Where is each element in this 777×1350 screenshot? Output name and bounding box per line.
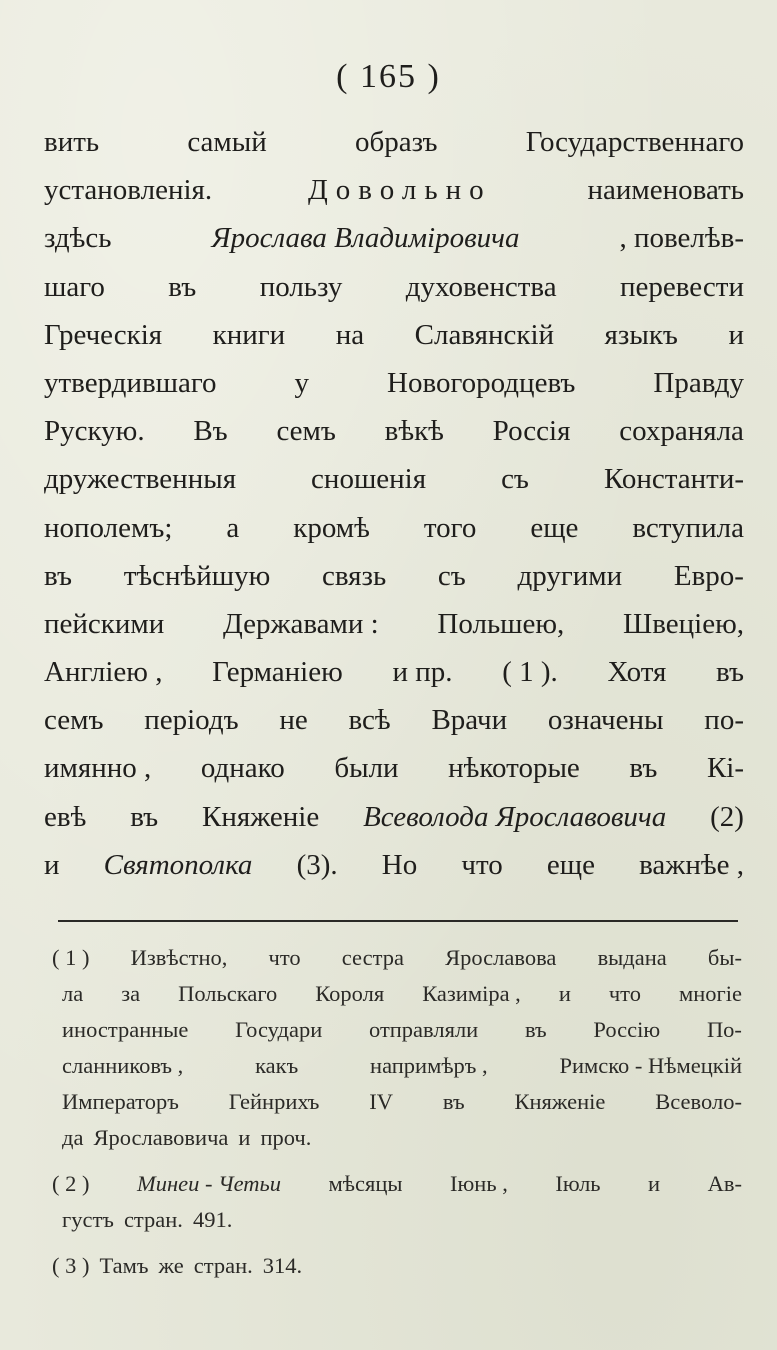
word: пейскими xyxy=(44,607,165,640)
word: того xyxy=(423,511,477,544)
word: кромѣ xyxy=(293,511,370,544)
word: наименовать xyxy=(587,174,744,207)
word: и xyxy=(728,318,744,351)
word: Рускую. xyxy=(44,415,145,448)
word: у xyxy=(294,366,310,399)
word: періодъ xyxy=(144,704,239,737)
word: Государи xyxy=(235,1017,323,1042)
word: что xyxy=(608,981,641,1006)
word: семъ xyxy=(276,415,336,448)
footnotes xyxy=(52,940,742,1284)
word: Державами : xyxy=(222,607,379,640)
footnote-line xyxy=(52,1084,742,1120)
word: Евро- xyxy=(673,559,744,592)
word: Ярославова xyxy=(445,945,557,970)
word: Ярославовича xyxy=(93,1125,229,1150)
word: вступила xyxy=(632,511,744,544)
word: Германіею xyxy=(212,656,343,689)
word: и пр. xyxy=(392,656,453,689)
word: языкъ xyxy=(604,318,678,351)
footnote-line xyxy=(52,1012,742,1048)
word: иностранные xyxy=(62,1017,189,1042)
word: еще xyxy=(546,848,595,881)
word: Гейнрихъ xyxy=(228,1089,320,1114)
word: перевести xyxy=(620,270,744,303)
text-line xyxy=(44,359,744,407)
footnote-line xyxy=(52,1048,742,1084)
word: Довольно xyxy=(308,174,492,207)
word: Всеволо- xyxy=(655,1089,742,1114)
word: дружественныя xyxy=(44,463,237,496)
footnote-line xyxy=(52,1248,742,1284)
word: Кі- xyxy=(706,752,744,785)
word: Хотя xyxy=(607,656,667,689)
word: Швеціею, xyxy=(622,607,744,640)
word: въ xyxy=(524,1017,547,1042)
text-line xyxy=(44,118,744,166)
footnote-marker: ( 2 ) xyxy=(52,1171,90,1196)
word: Славянскій xyxy=(414,318,555,351)
footnote-line xyxy=(52,1120,742,1156)
word: Минеи - Четьи xyxy=(136,1171,282,1196)
word: Ав- xyxy=(707,1171,742,1196)
word: Константи- xyxy=(603,463,744,496)
name-italic: Ярослава Владиміровича xyxy=(211,222,520,255)
word: и xyxy=(558,981,571,1006)
word: другими xyxy=(517,559,623,592)
word: да xyxy=(62,1125,84,1150)
word: проч. xyxy=(260,1125,312,1150)
word: и xyxy=(44,848,60,881)
text-line xyxy=(44,552,744,600)
word: Правду xyxy=(653,366,744,399)
page-number: ( 165 ) xyxy=(336,58,441,95)
word: еще xyxy=(530,511,579,544)
word: сохраняла xyxy=(619,415,744,448)
footnote-line xyxy=(52,1166,742,1202)
word: вѣкѣ xyxy=(384,415,444,448)
word: 314. xyxy=(262,1253,303,1278)
word: духовенства xyxy=(405,270,557,303)
word: бы- xyxy=(707,945,742,970)
footnote-1 xyxy=(52,940,742,1156)
word: шаго xyxy=(44,270,105,303)
word: Извѣстно, xyxy=(130,945,228,970)
text-line xyxy=(44,648,744,696)
word: въ xyxy=(44,559,72,592)
word: самый xyxy=(187,126,267,158)
footnote-ref: (3). xyxy=(296,848,338,881)
word: же xyxy=(158,1253,184,1278)
word: здѣсь xyxy=(44,222,112,255)
word: тѣснѣйшую xyxy=(123,559,271,592)
text-line xyxy=(44,263,744,311)
word: 491. xyxy=(192,1207,233,1232)
word: связь xyxy=(321,559,387,592)
word: напримѣръ , xyxy=(370,1053,488,1078)
word: Короля xyxy=(315,981,385,1006)
text-line xyxy=(44,311,744,359)
word: имянно , xyxy=(44,752,152,785)
word: по- xyxy=(704,704,744,737)
word: многіе xyxy=(678,981,742,1006)
word: Іюнь , xyxy=(449,1171,508,1196)
word: въ xyxy=(130,800,159,833)
text-line xyxy=(44,793,744,841)
word: однако xyxy=(200,752,285,785)
word: Россія xyxy=(492,415,571,448)
word: Государственнаго xyxy=(525,126,744,158)
word: образъ xyxy=(354,126,438,158)
word: Польскаго xyxy=(178,981,278,1006)
word: Англіею , xyxy=(44,656,163,689)
word: въ xyxy=(442,1089,465,1114)
text-line xyxy=(44,166,744,214)
word: Но xyxy=(381,848,418,881)
word: а xyxy=(226,511,240,544)
word: съ xyxy=(501,463,529,496)
word: вить xyxy=(44,126,100,158)
footnote-marker: ( 1 ) xyxy=(52,945,90,970)
word: были xyxy=(334,752,399,785)
word: Княженіе xyxy=(202,800,320,833)
word: означены xyxy=(547,704,664,737)
word: Іюль xyxy=(555,1171,601,1196)
main-text xyxy=(44,118,744,889)
word: установленія. xyxy=(44,174,213,207)
word: сношенія xyxy=(311,463,427,496)
word: сланниковъ , xyxy=(62,1053,184,1078)
word: , повелѣв- xyxy=(619,222,744,255)
word: ла xyxy=(62,981,84,1006)
word: нѣкоторые xyxy=(448,752,580,785)
word: что xyxy=(268,945,301,970)
word: съ xyxy=(437,559,466,592)
name-italic: Святополка xyxy=(103,848,253,881)
word: густъ xyxy=(62,1207,114,1232)
word: стран. xyxy=(123,1207,183,1232)
word: какъ xyxy=(255,1053,299,1078)
word: пользу xyxy=(259,270,343,303)
name-italic: Всеволода Ярославовича xyxy=(363,800,667,833)
footnote-line xyxy=(52,940,742,976)
word: и xyxy=(648,1171,661,1196)
word: сестра xyxy=(341,945,404,970)
word: евѣ xyxy=(44,800,87,833)
word: Княженіе xyxy=(514,1089,606,1114)
text-line xyxy=(44,600,744,648)
word: на xyxy=(335,318,365,351)
word: стран. xyxy=(193,1253,253,1278)
text-line xyxy=(44,407,744,455)
footnote-ref: ( 1 ). xyxy=(502,656,558,689)
word: въ xyxy=(716,656,744,689)
footnote-3 xyxy=(52,1248,742,1284)
text-line xyxy=(44,455,744,503)
word: Казиміра , xyxy=(422,981,521,1006)
word: утвердившаго xyxy=(44,366,217,399)
word: Новогородцевъ xyxy=(387,366,576,399)
word: за xyxy=(121,981,141,1006)
word: Россію xyxy=(593,1017,661,1042)
word: въ xyxy=(168,270,197,303)
word: книги xyxy=(212,318,286,351)
word: Въ xyxy=(193,415,228,448)
footnote-ref: (2) xyxy=(710,800,744,833)
word: и xyxy=(238,1125,251,1150)
text-line xyxy=(44,504,744,552)
footnote-divider xyxy=(58,920,738,922)
footnote-2 xyxy=(52,1166,742,1238)
word: нополемъ; xyxy=(44,511,173,544)
word: въ xyxy=(629,752,658,785)
text-line xyxy=(44,214,744,262)
word: выдана xyxy=(597,945,667,970)
footnote-line xyxy=(52,1202,742,1238)
text-line xyxy=(44,696,744,744)
word: отправляли xyxy=(368,1017,479,1042)
word: По- xyxy=(706,1017,742,1042)
word: мѣсяцы xyxy=(328,1171,403,1196)
footnote-marker: ( 3 ) xyxy=(52,1253,90,1278)
word: семъ xyxy=(44,704,104,737)
word: Тамъ xyxy=(99,1253,149,1278)
word: Греческія xyxy=(44,318,163,351)
text-line xyxy=(44,841,744,889)
text-line xyxy=(44,744,744,792)
word: что xyxy=(461,848,503,881)
word: Императоръ xyxy=(62,1089,179,1114)
word: важнѣе , xyxy=(639,848,744,881)
word: Римско - Нѣмецкій xyxy=(559,1053,742,1078)
word: IV xyxy=(369,1089,394,1114)
word: всѣ xyxy=(348,704,391,737)
word: Польшею, xyxy=(437,607,565,640)
word: не xyxy=(279,704,308,737)
word: Врачи xyxy=(431,704,508,737)
footnote-line xyxy=(52,976,742,1012)
